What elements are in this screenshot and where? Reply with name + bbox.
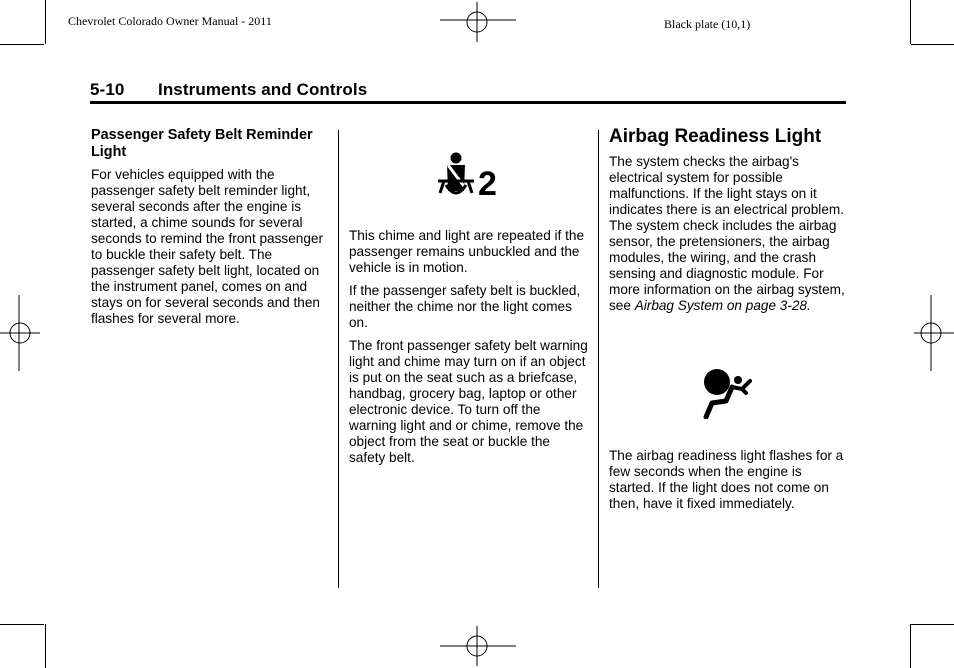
body-paragraph: This chime and light are repeated if the passenger remains unbuckled and the vehicle is in motion. [349, 228, 585, 275]
section-number: 5-10 [90, 80, 125, 99]
section-title: Instruments and Controls [158, 80, 368, 99]
running-header-title: Chevrolet Colorado Owner Manual - 2011 [68, 14, 272, 28]
crop-mark [911, 624, 954, 625]
registration-mark-top [440, 0, 516, 42]
crop-mark [0, 624, 44, 625]
crop-mark [45, 0, 46, 44]
airbag-readiness-icon [702, 367, 756, 419]
crop-mark [911, 44, 954, 45]
plate-label: Black plate (10,1) [664, 17, 751, 31]
passenger-belt-section [91, 127, 326, 334]
crop-mark [45, 624, 46, 668]
registration-mark-right [914, 295, 954, 371]
body-paragraph: For vehicles equipped with the passenger safety belt reminder light, several seconds after the engine is started, a chime sounds for several seconds to remind the front passenger to buckle their safety belt. The passenger safety belt light, located on the instrument panel, comes on and stays on for several seconds and then flashes for several more. [91, 167, 323, 326]
registration-mark-bottom [440, 626, 516, 668]
passenger-seat-number: 2 [478, 165, 497, 203]
passenger-belt-heading: Passenger Safety Belt Reminder Light [91, 127, 313, 160]
column-divider [598, 130, 599, 588]
body-paragraph: The airbag readiness light flashes for a few seconds when the engine is started. If the light does not come on then, have it fixed immediately. [609, 448, 844, 511]
crop-mark [0, 44, 44, 45]
section-rule [90, 101, 846, 104]
body-paragraph: The front passenger safety belt warning light and chime may turn on if an object is put on the seat such as a briefcase, handbag, grocery bag, laptop or other electronic device. To turn off the warning light and or chime, remove the object from the seat or buckle the safety belt. [349, 338, 588, 465]
column-divider [338, 130, 339, 588]
passenger-belt-continued [349, 228, 589, 473]
cross-reference-link[interactable]: Airbag System on page 3-28. [634, 298, 811, 313]
registration-mark-left [0, 295, 40, 371]
crop-mark [910, 0, 911, 44]
passenger-seatbelt-reminder-icon [436, 151, 504, 203]
airbag-readiness-section [609, 126, 847, 321]
body-paragraph [609, 154, 847, 314]
body-paragraph: If the passenger safety belt is buckled, neither the chime nor the light comes on. [349, 283, 581, 330]
airbag-readiness-heading: Airbag Readiness Light [609, 126, 822, 147]
section-heading [90, 80, 367, 100]
airbag-paragraph-text: The system checks the airbag's electrical system for possible malfunctions. If the light stays on it indicates there is an electrical problem. The system check includes the airbag sensor, the pretensioners, the airbag modules, the wiring, and the crash sensing and diagnostic module. For more information on the airbag system, see [609, 154, 845, 313]
airbag-readiness-continued [609, 448, 847, 519]
crop-mark [910, 624, 911, 668]
